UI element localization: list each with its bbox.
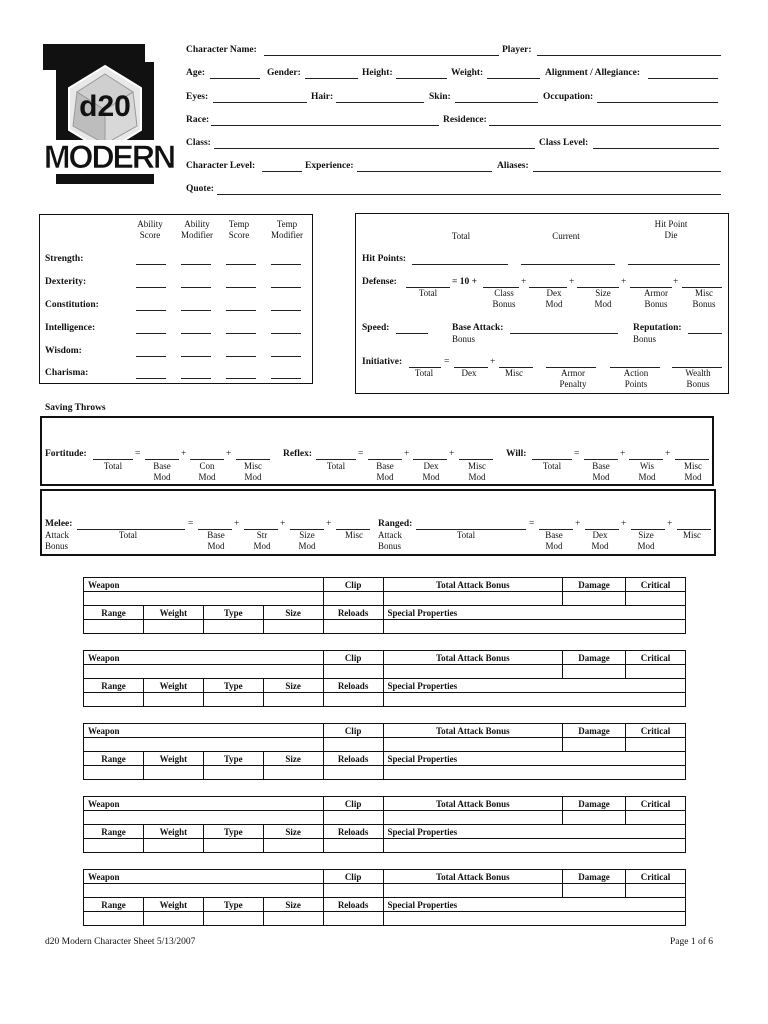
damage-header: Damage (563, 724, 626, 738)
fortitude-label: Fortitude: (45, 449, 87, 459)
reflex-label: Reflex: (283, 449, 313, 459)
gender-label: Gender: (267, 68, 301, 78)
constitution-label: Constitution: (45, 300, 99, 310)
will-sub-wis: Wis Mod (638, 461, 656, 482)
defense-base: = 10 + (452, 277, 478, 287)
alignment-field[interactable] (648, 78, 718, 79)
ref-sub-dex: Dex Mod (422, 461, 440, 482)
con-score[interactable] (136, 310, 166, 311)
weapon-table-5 (83, 869, 686, 926)
size-cell[interactable] (263, 693, 323, 707)
critical-cell[interactable] (626, 592, 686, 606)
special-properties-cell[interactable] (383, 620, 685, 634)
melee-sub-attack-bonus: Attack Bonus (45, 530, 69, 551)
plus-sign: + (404, 449, 410, 459)
str-mod[interactable] (181, 264, 211, 265)
character-level-label: Character Level: (186, 161, 256, 171)
height-field[interactable] (396, 78, 447, 79)
damage-cell[interactable] (563, 811, 626, 825)
intelligence-label: Intelligence: (45, 323, 96, 333)
type-header: Type (203, 679, 263, 693)
fort-sub-total: Total (103, 461, 123, 471)
will-sub-misc: Misc Mod (684, 461, 702, 482)
special-properties-header: Special Properties (383, 825, 685, 839)
critical-header: Critical (626, 797, 686, 811)
con-temp-mod[interactable] (271, 310, 301, 311)
weapon-table-3 (83, 723, 686, 780)
weapon-header: Weapon (84, 724, 324, 738)
strength-label: Strength: (45, 254, 84, 264)
melee-sub-str: Str Mod (253, 530, 271, 551)
ref-sub-total: Total (326, 461, 346, 471)
damage-header: Damage (563, 797, 626, 811)
special-properties-header: Special Properties (383, 898, 685, 912)
clip-cell[interactable] (323, 884, 383, 898)
logo-tm: TM (165, 175, 173, 181)
reloads-cell[interactable] (323, 693, 383, 707)
con-mod[interactable] (181, 310, 211, 311)
will-misc-field[interactable] (675, 459, 709, 460)
dex-temp-score[interactable] (226, 287, 256, 288)
damage-cell[interactable] (563, 884, 626, 898)
class-level-field[interactable] (593, 148, 719, 149)
reputation-sub: Bonus (633, 334, 657, 344)
hp-current-field[interactable] (521, 264, 615, 265)
special-properties-cell[interactable] (383, 766, 685, 780)
will-wis-field[interactable] (629, 459, 663, 460)
plus-sign: + (226, 449, 232, 459)
character-name-field[interactable] (264, 55, 499, 56)
will-total-field[interactable] (532, 459, 572, 460)
fort-con-field[interactable] (190, 459, 224, 460)
equals-sign: = (135, 449, 141, 459)
weapon-table-2 (83, 650, 686, 707)
aliases-field[interactable] (533, 171, 721, 172)
weapon-header: Weapon (84, 651, 324, 665)
ref-sub-base: Base Mod (376, 461, 394, 482)
special-properties-header: Special Properties (383, 752, 685, 766)
weight-cell[interactable] (143, 693, 203, 707)
plus-sign: + (449, 449, 455, 459)
clip-cell[interactable] (323, 738, 383, 752)
ranged-label: Ranged: (378, 519, 413, 529)
clip-header: Clip (323, 651, 383, 665)
hp-total-header: Total (451, 231, 471, 241)
d20-modern-logo (43, 44, 175, 184)
base-attack-label: Base Attack: (452, 323, 504, 333)
cha-temp-mod[interactable] (271, 378, 301, 379)
range-cell[interactable] (84, 620, 144, 634)
speed-label: Speed: (362, 323, 390, 333)
class-level-label: Class Level: (539, 138, 589, 148)
reloads-cell[interactable] (323, 839, 383, 853)
weight-header: Weight (143, 752, 203, 766)
total-attack-bonus-header: Total Attack Bonus (383, 578, 563, 592)
ref-base-field[interactable] (368, 459, 402, 460)
clip-header: Clip (323, 578, 383, 592)
wis-temp-score[interactable] (226, 356, 256, 357)
total-attack-bonus-header: Total Attack Bonus (383, 724, 563, 738)
weapon-table-1 (83, 577, 686, 634)
plus-sign: + (234, 519, 240, 529)
plus-sign: + (673, 277, 679, 287)
size-cell[interactable] (263, 912, 323, 926)
player-label: Player: (502, 45, 532, 55)
gender-field[interactable] (305, 78, 358, 79)
weapon-name-cell[interactable] (84, 665, 324, 679)
weight-cell[interactable] (143, 620, 203, 634)
ref-sub-misc: Misc Mod (468, 461, 486, 482)
equals-sign: = (529, 519, 535, 529)
height-label: Height: (362, 68, 393, 78)
melee-label: Melee: (45, 519, 73, 529)
reloads-header: Reloads (323, 825, 383, 839)
quote-field[interactable] (217, 194, 721, 195)
weight-header: Weight (143, 679, 203, 693)
damage-header: Damage (563, 578, 626, 592)
total-attack-bonus-cell[interactable] (383, 738, 563, 752)
base-attack-field[interactable] (510, 333, 618, 334)
logo-text-top: d20 (79, 90, 131, 123)
plus-sign: + (621, 519, 627, 529)
critical-cell[interactable] (626, 811, 686, 825)
combat-box (355, 213, 729, 394)
clip-header: Clip (323, 724, 383, 738)
total-attack-bonus-header: Total Attack Bonus (383, 651, 563, 665)
fort-sub-con: Con Mod (198, 461, 216, 482)
weapon-name-cell[interactable] (84, 811, 324, 825)
melee-sub-size: Size Mod (298, 530, 316, 551)
str-temp-score[interactable] (226, 264, 256, 265)
size-cell[interactable] (263, 766, 323, 780)
equals-sign: = (574, 449, 580, 459)
weight-cell[interactable] (143, 766, 203, 780)
reloads-header: Reloads (323, 679, 383, 693)
range-header: Range (84, 606, 144, 620)
eyes-label: Eyes: (186, 92, 209, 102)
ref-dex-field[interactable] (413, 459, 447, 460)
plus-sign: + (667, 519, 673, 529)
fort-misc-field[interactable] (236, 459, 270, 460)
reputation-field[interactable] (688, 333, 722, 334)
range-header: Range (84, 679, 144, 693)
critical-cell[interactable] (626, 665, 686, 679)
init-sub-total: Total (414, 368, 434, 378)
plus-sign: + (575, 519, 581, 529)
base-attack-sub: Bonus (452, 334, 476, 344)
attack-box (40, 489, 716, 556)
special-properties-header: Special Properties (383, 679, 685, 693)
range-header: Range (84, 825, 144, 839)
race-field[interactable] (211, 125, 439, 126)
weight-header: Weight (143, 825, 203, 839)
fort-total-field[interactable] (93, 459, 133, 460)
defense-sub-armor: Armor Bonus (644, 288, 668, 309)
damage-header: Damage (563, 651, 626, 665)
residence-field[interactable] (489, 125, 721, 126)
weapon-name-cell[interactable] (84, 884, 324, 898)
damage-cell[interactable] (563, 738, 626, 752)
weapon-name-cell[interactable] (84, 738, 324, 752)
fort-sub-base: Base Mod (153, 461, 171, 482)
character-level-field[interactable] (262, 171, 302, 172)
range-cell[interactable] (84, 839, 144, 853)
type-cell[interactable] (203, 766, 263, 780)
damage-header: Damage (563, 870, 626, 884)
weapon-header: Weapon (84, 870, 324, 884)
plus-sign: + (521, 277, 527, 287)
clip-cell[interactable] (323, 811, 383, 825)
aliases-label: Aliases: (497, 161, 529, 171)
range-cell[interactable] (84, 766, 144, 780)
weight-label: Weight: (451, 68, 484, 78)
total-attack-bonus-cell[interactable] (383, 811, 563, 825)
hp-die-field[interactable] (628, 264, 720, 265)
skin-field[interactable] (455, 102, 538, 103)
init-sub-wealth-bonus: Wealth Bonus (685, 368, 711, 389)
type-cell[interactable] (203, 839, 263, 853)
critical-cell[interactable] (626, 738, 686, 752)
defense-label: Defense: (362, 277, 397, 287)
cha-score[interactable] (136, 378, 166, 379)
weight-field[interactable] (487, 78, 540, 79)
equals-sign: = (358, 449, 364, 459)
range-cell[interactable] (84, 693, 144, 707)
weapon-header: Weapon (84, 578, 324, 592)
init-sub-action-points: Action Points (623, 368, 649, 389)
defense-sub-class: Class Bonus (492, 288, 516, 309)
footer-right: Page 1 of 6 (670, 937, 714, 947)
str-temp-mod[interactable] (271, 264, 301, 265)
damage-cell[interactable] (563, 665, 626, 679)
critical-header: Critical (626, 724, 686, 738)
player-field[interactable] (537, 55, 721, 56)
ranged-sub-attack-bonus: Attack Bonus (378, 530, 402, 551)
special-properties-header: Special Properties (383, 606, 685, 620)
special-properties-cell[interactable] (383, 693, 685, 707)
type-header: Type (203, 898, 263, 912)
will-sub-total: Total (542, 461, 562, 471)
critical-header: Critical (626, 651, 686, 665)
size-header: Size (263, 898, 323, 912)
init-sub-armor-penalty: Armor Penalty (559, 368, 587, 389)
will-sub-base: Base Mod (592, 461, 610, 482)
int-mod[interactable] (181, 333, 211, 334)
eyes-field[interactable] (213, 102, 307, 103)
weapon-table-4 (83, 796, 686, 853)
dex-temp-mod[interactable] (271, 287, 301, 288)
occupation-label: Occupation: (543, 92, 594, 102)
size-header: Size (263, 825, 323, 839)
fort-base-field[interactable] (145, 459, 179, 460)
charisma-label: Charisma: (45, 368, 89, 378)
reloads-cell[interactable] (323, 912, 383, 926)
plus-sign: + (621, 277, 627, 287)
defense-sub-dex: Dex Mod (545, 288, 563, 309)
dexterity-label: Dexterity: (45, 277, 87, 287)
logo-graphic (43, 44, 175, 184)
saving-throws-box (40, 416, 714, 486)
size-header: Size (263, 752, 323, 766)
col-temp-modifier: Temp Modifier (271, 219, 303, 240)
int-temp-score[interactable] (226, 333, 256, 334)
type-cell[interactable] (203, 693, 263, 707)
hp-die-header: Hit Point Die (654, 219, 688, 240)
reloads-cell[interactable] (323, 766, 383, 780)
plus-sign: + (665, 449, 671, 459)
range-header: Range (84, 898, 144, 912)
type-header: Type (203, 825, 263, 839)
weight-header: Weight (143, 606, 203, 620)
plus-sign: + (280, 519, 286, 529)
plus-sign: + (326, 519, 332, 529)
experience-label: Experience: (305, 161, 354, 171)
damage-cell[interactable] (563, 592, 626, 606)
ranged-sub-dex: Dex Mod (591, 530, 609, 551)
wis-score[interactable] (136, 356, 166, 357)
will-label: Will: (506, 449, 527, 459)
special-properties-cell[interactable] (383, 839, 685, 853)
type-cell[interactable] (203, 620, 263, 634)
character-name-label: Character Name: (186, 45, 257, 55)
type-header: Type (203, 606, 263, 620)
weight-cell[interactable] (143, 912, 203, 926)
hair-field[interactable] (336, 102, 424, 103)
fort-sub-misc: Misc Mod (244, 461, 262, 482)
weapon-name-cell[interactable] (84, 592, 324, 606)
abilities-box (39, 214, 313, 384)
total-attack-bonus-cell[interactable] (383, 884, 563, 898)
race-label: Race: (186, 115, 210, 125)
occupation-field[interactable] (597, 102, 718, 103)
clip-cell[interactable] (323, 592, 383, 606)
weapon-header: Weapon (84, 797, 324, 811)
experience-field[interactable] (357, 171, 492, 172)
clip-header: Clip (323, 870, 383, 884)
ranged-sub-total: Total (456, 530, 476, 540)
ranged-sub-misc: Misc (683, 530, 701, 540)
init-sub-misc: Misc (505, 368, 523, 378)
reputation-label: Reputation: (633, 323, 682, 333)
residence-label: Residence: (443, 115, 487, 125)
plus-sign: + (620, 449, 626, 459)
total-attack-bonus-cell[interactable] (383, 665, 563, 679)
wisdom-label: Wisdom: (45, 346, 82, 356)
ranged-sub-base: Base Mod (545, 530, 563, 551)
ref-misc-field[interactable] (459, 459, 493, 460)
total-attack-bonus-header: Total Attack Bonus (383, 797, 563, 811)
wis-temp-mod[interactable] (271, 356, 301, 357)
int-temp-mod[interactable] (271, 333, 301, 334)
ranged-sub-size: Size Mod (637, 530, 655, 551)
equals-sign: = (444, 357, 450, 367)
type-cell[interactable] (203, 912, 263, 926)
melee-sub-total: Total (118, 530, 138, 540)
clip-cell[interactable] (323, 665, 383, 679)
melee-sub-base: Base Mod (207, 530, 225, 551)
weight-header: Weight (143, 898, 203, 912)
con-temp-score[interactable] (226, 310, 256, 311)
saving-throws-title: Saving Throws (45, 403, 106, 413)
clip-header: Clip (323, 797, 383, 811)
ref-total-field[interactable] (316, 459, 356, 460)
age-field[interactable] (210, 78, 260, 79)
defense-sub-size: Size Mod (594, 288, 612, 309)
hit-points-label: Hit Points: (362, 254, 407, 264)
reloads-header: Reloads (323, 898, 383, 912)
critical-header: Critical (626, 578, 686, 592)
plus-sign: + (569, 277, 575, 287)
equals-sign: = (188, 519, 194, 529)
hp-current-header: Current (552, 231, 580, 241)
col-ability-modifier: Ability Modifier (181, 219, 213, 240)
hp-total-field[interactable] (412, 264, 508, 265)
range-cell[interactable] (84, 912, 144, 926)
defense-sub-total: Total (418, 288, 438, 298)
cha-temp-score[interactable] (226, 378, 256, 379)
size-header: Size (263, 679, 323, 693)
type-header: Type (203, 752, 263, 766)
size-cell[interactable] (263, 620, 323, 634)
plus-sign: + (181, 449, 187, 459)
range-header: Range (84, 752, 144, 766)
will-base-field[interactable] (584, 459, 618, 460)
cha-mod[interactable] (181, 378, 211, 379)
weight-cell[interactable] (143, 839, 203, 853)
footer-left: d20 Modern Character Sheet 5/13/2007 (45, 937, 196, 947)
defense-sub-misc: Misc Bonus (692, 288, 716, 309)
dex-score[interactable] (136, 287, 166, 288)
plus-sign: + (490, 357, 496, 367)
size-cell[interactable] (263, 839, 323, 853)
col-ability-score: Ability Score (137, 219, 163, 240)
reloads-cell[interactable] (323, 620, 383, 634)
total-attack-bonus-header: Total Attack Bonus (383, 870, 563, 884)
str-score[interactable] (136, 264, 166, 265)
quote-label: Quote: (186, 184, 214, 194)
total-attack-bonus-cell[interactable] (383, 592, 563, 606)
logo-text-bottom: MODERN (43, 139, 175, 175)
reloads-header: Reloads (323, 606, 383, 620)
alignment-label: Alignment / Allegiance: (545, 68, 640, 78)
reloads-header: Reloads (323, 752, 383, 766)
col-temp-score: Temp Score (228, 219, 250, 240)
wis-mod[interactable] (181, 356, 211, 357)
dex-mod[interactable] (181, 287, 211, 288)
init-sub-dex: Dex (461, 368, 477, 378)
age-label: Age: (186, 68, 205, 78)
hair-label: Hair: (311, 92, 334, 102)
skin-label: Skin: (429, 92, 451, 102)
speed-field[interactable] (396, 333, 428, 334)
size-header: Size (263, 606, 323, 620)
critical-cell[interactable] (626, 884, 686, 898)
special-properties-cell[interactable] (383, 912, 685, 926)
int-score[interactable] (136, 333, 166, 334)
class-field[interactable] (214, 148, 535, 149)
class-label: Class: (186, 138, 211, 148)
critical-header: Critical (626, 870, 686, 884)
initiative-label: Initiative: (362, 357, 403, 367)
melee-sub-misc: Misc (345, 530, 363, 540)
